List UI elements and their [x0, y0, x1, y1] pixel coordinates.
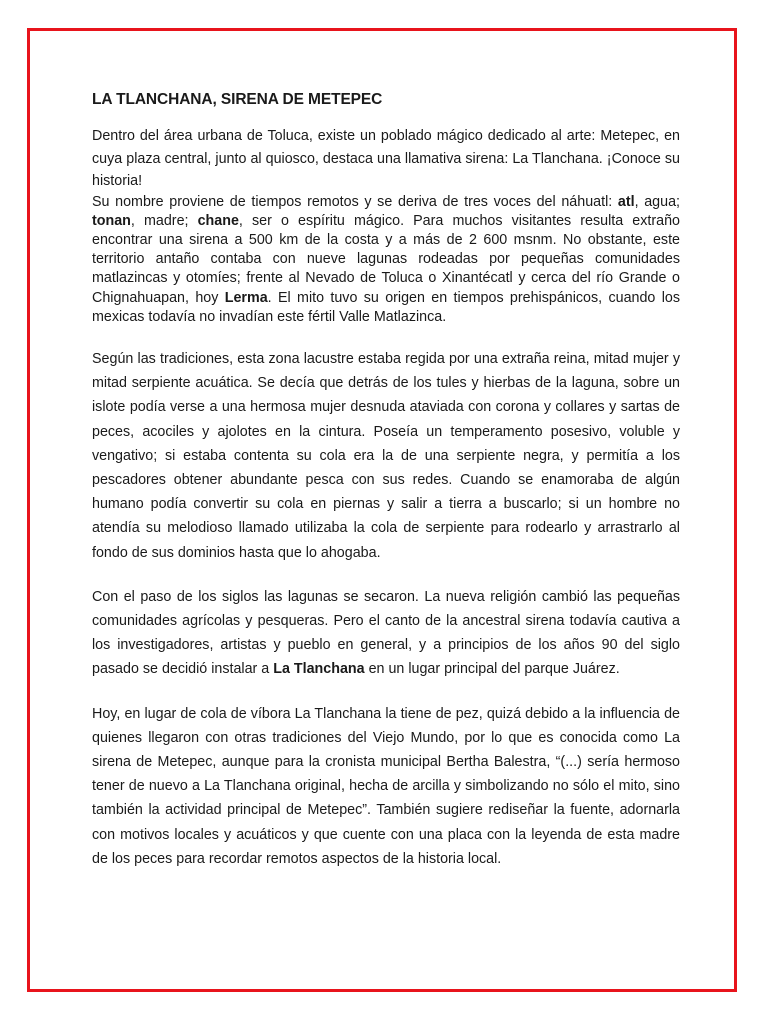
- paragraph-today: Hoy, en lugar de cola de víbora La Tlanchana la tiene de pez, quizá debido a la influencia de quienes llegaron con otras tradiciones del Viejo Mundo, por lo que es conocida como La sirena de Metepec, aunque para la cronista municipal Bertha Balestra, “(...) sería hermoso tener de nuevo a La Tlanchana original, hecha de arcilla y simbolizando no sólo el mito, sino también la actividad principal de Metepec”. También sugiere rediseñar la fuente, adornarla con motivos locales y acuáticos y que cuente con una placa con la leyenda de esta madre de los peces para recordar remotos aspectos de la historia local.: [92, 705, 680, 867]
- intro-paragraph: Dentro del área urbana de Toluca, existe un poblado mágico dedicado al arte: Metepec, en cuya plaza central, junto al quiosco, destaca una llamativa sirena: La Tlanchana. ¡Conoce su historia!: [92, 128, 680, 189]
- bold-term: chane: [197, 212, 239, 229]
- text-run: Su nombre proviene de tiempos remotos y se deriva de tres voces del náhuatl:: [92, 193, 618, 210]
- text-run: , ser o espíritu mágico. Para muchos visitantes resulta extraño encontrar una sirena a 500 km de la costa y a más de 2 600 msnm. No obstante, este territorio antaño contaba con nueve lagunas rodeadas por pequeñas comunidades matlazincas y otomíes; frente al Nevado de Toluca o Xinantécatl y cerca del río Grande o Chignahuapan, hoy: [92, 212, 680, 306]
- paragraph-history: [92, 585, 680, 682]
- text-run: , madre;: [130, 212, 198, 229]
- text-run: en un lugar principal del parque Juárez.: [364, 661, 620, 678]
- bold-term: tonan: [92, 212, 131, 229]
- text-run: . El mito tuvo su origen en tiempos prehispánicos, cuando los mexicas todavía no invadían este fértil Valle Matlazinca.: [92, 289, 680, 325]
- text-run: , agua;: [634, 193, 680, 210]
- paragraph-gap: [92, 682, 680, 702]
- paragraph-etymology: [92, 193, 680, 327]
- bold-term: La Tlanchana: [273, 661, 365, 678]
- text-run: Con el paso de los siglos las lagunas se secaron. La nueva religión cambió las pequeñas comunidades agrícolas y pesqueras. Pero el canto de la ancestral sirena todavía cautiva a los investigadores, artistas y pueblo en general, y a principios de los años 90 del siglo pasado se decidió instalar a: [92, 588, 680, 678]
- paragraph-tradition: Según las tradiciones, esta zona lacustre estaba regida por una extraña reina, mitad mujer y mitad serpiente acuática. Se decía que detrás de los tules y hierbas de la laguna, sobre un islote podía verse a una hermosa mujer desnuda ataviada con corona y collares y sartas de peces, acociles y ajolotes en la cintura. Poseía un temperamento posesivo, voluble y vengativo; si estaba contenta su cola era la de una serpiente negra, y permitía a los pescadores obtener abundante pesca con sus redes. Cuando se enamoraba de algún humano podía convertir su cola en piernas y salir a tierra a buscarlo; si un hombre no atendía su melodioso llamado utilizaba la cola de serpiente para rodearlo y arrastrarlo al fondo de sus dominios hasta que lo ahogaba.: [92, 350, 680, 561]
- paragraph-gap: [92, 565, 680, 585]
- bold-term: Lerma: [224, 289, 268, 306]
- document-title: LA TLANCHANA, SIRENA DE METEPEC: [92, 91, 383, 108]
- paragraph-gap: [92, 327, 680, 347]
- bold-term: atl: [617, 193, 635, 210]
- document-body: [92, 91, 680, 871]
- page-frame: [27, 28, 737, 992]
